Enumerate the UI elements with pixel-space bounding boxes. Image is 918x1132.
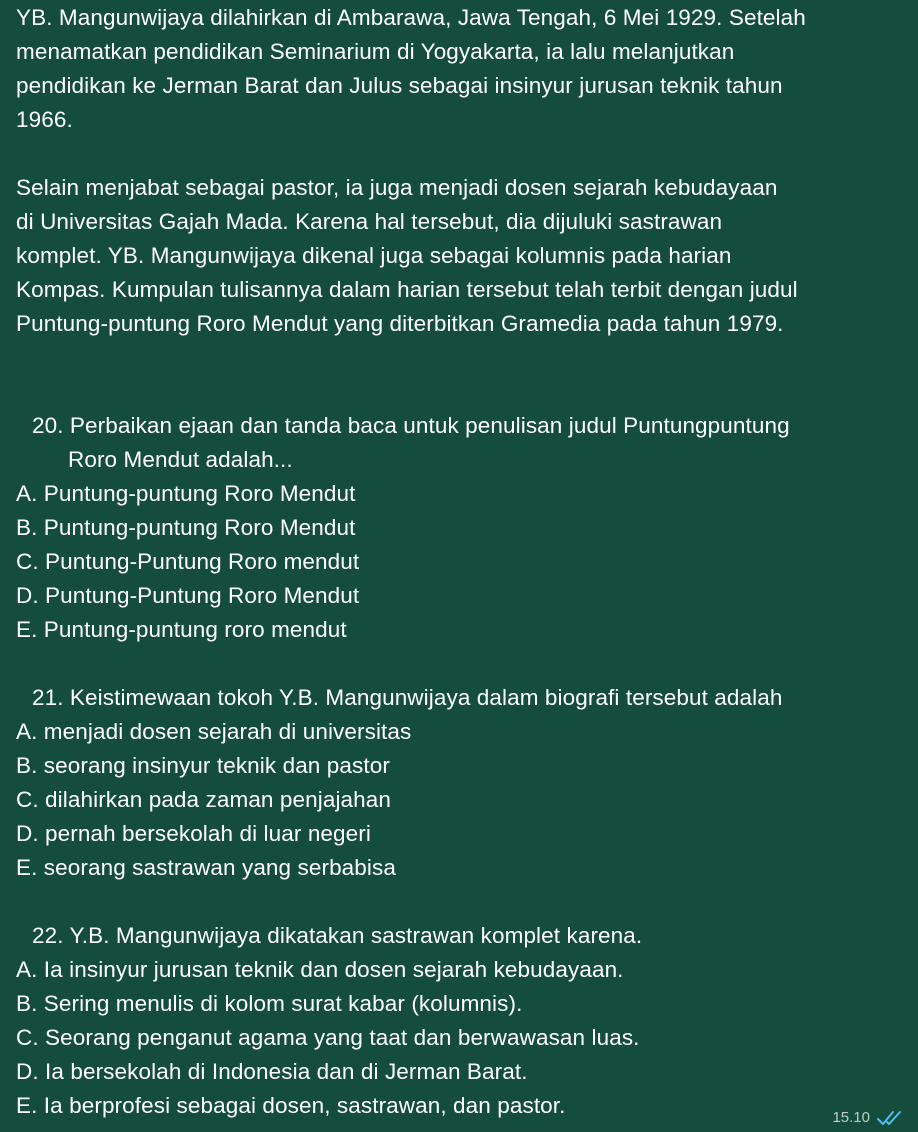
question-22-text: 22. Y.B. Mangunwijaya dikatakan sastrawan komplet karena. xyxy=(32,923,643,948)
question-21-text: 21. Keistimewaan tokoh Y.B. Mangunwijaya dalam biografi tersebut adalah xyxy=(32,685,783,710)
paragraph-line: menamatkan pendidikan Seminarium di Yogyakarta, ia lalu melanjutkan xyxy=(16,39,735,64)
paragraph-line: Selain menjabat sebagai pastor, ia juga menjadi dosen sejarah kebudayaan xyxy=(16,175,778,200)
paragraph-line: di Universitas Gajah Mada. Karena hal tersebut, dia dijuluki sastrawan xyxy=(16,209,723,234)
double-check-icon xyxy=(876,1108,906,1128)
q20-option-a: A. Puntung-puntung Roro Mendut xyxy=(16,481,356,506)
q21-option-c: C. dilahirkan pada zaman penjajahan xyxy=(16,787,392,812)
q22-option-c: C. Seorang penganut agama yang taat dan berwawasan luas. xyxy=(16,1025,640,1050)
q20-option-b: B. Puntung-puntung Roro Mendut xyxy=(16,515,356,540)
paragraph-line: 1966. xyxy=(16,107,73,132)
q21-option-a: A. menjadi dosen sejarah di universitas xyxy=(16,719,412,744)
q22-option-a: A. Ia insinyur jurusan teknik dan dosen sejarah kebudayaan. xyxy=(16,957,624,982)
q21-option-b: B. seorang insinyur teknik dan pastor xyxy=(16,753,390,778)
q21-option-d: D. pernah bersekolah di luar negeri xyxy=(16,821,371,846)
q22-option-e: E. Ia berprofesi sebagai dosen, sastrawan, dan pastor. xyxy=(16,1093,566,1118)
q22-option-b: B. Sering menulis di kolom surat kabar (kolumnis). xyxy=(16,991,523,1016)
paragraph-line: YB. Mangunwijaya dilahirkan di Ambarawa, Jawa Tengah, 6 Mei 1929. Setelah xyxy=(16,5,806,30)
q22-option-d: D. Ia bersekolah di Indonesia dan di Jerman Barat. xyxy=(16,1059,528,1084)
paragraph-line: Puntung-puntung Roro Mendut yang diterbitkan Gramedia pada tahun 1979. xyxy=(16,311,784,336)
q20-option-c: C. Puntung-Puntung Roro mendut xyxy=(16,549,360,574)
message-meta xyxy=(832,1108,906,1128)
q20-option-d: D. Puntung-Puntung Roro Mendut xyxy=(16,583,360,608)
q20-option-e: E. Puntung-puntung roro mendut xyxy=(16,617,347,642)
paragraph-line: komplet. YB. Mangunwijaya dikenal juga sebagai kolumnis pada harian xyxy=(16,243,732,268)
q21-option-e: E. seorang sastrawan yang serbabisa xyxy=(16,855,396,880)
message-timestamp: 15.10 xyxy=(832,1109,870,1126)
paragraph-line: pendidikan ke Jerman Barat dan Julus sebagai insinyur jurusan teknik tahun xyxy=(16,73,783,98)
question-20-text-cont: Roro Mendut adalah... xyxy=(68,447,293,472)
question-20-text: 20. Perbaikan ejaan dan tanda baca untuk penulisan judul Puntungpuntung xyxy=(32,413,790,438)
paragraph-line: Kompas. Kumpulan tulisannya dalam harian tersebut telah terbit dengan judul xyxy=(16,277,798,302)
